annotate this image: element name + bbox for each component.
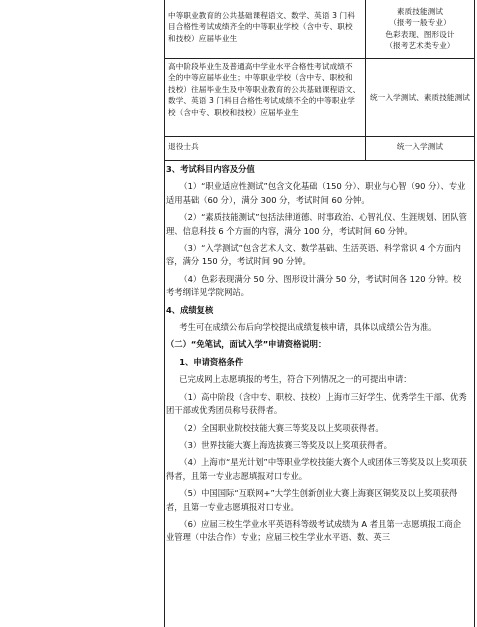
table-left-border bbox=[164, 0, 165, 627]
paragraph: 考生可在成绩公布后向学校提出成绩复核申请，具体以成绩公告为准。 bbox=[179, 322, 437, 333]
table-cell-method: 统一入学测试、素质技能测试 bbox=[369, 93, 471, 102]
subsection-heading: 1、申请资格条件 bbox=[179, 356, 244, 367]
table-row-divider bbox=[164, 58, 475, 59]
table-cell-target: 中等职业教育的公共基础课程语文、数学、英语 3 门科 目合格性考试成绩齐全的中等职业学校（含中专、职校 和技校）应届毕业生 bbox=[168, 11, 355, 43]
paragraph: （3）“入学测试”包含艺术人文、数学基础、生活英语、科学常识 4 个方面内容，满分 150 分，考试时间 90 分钟。 bbox=[166, 243, 461, 267]
table-bottom-border bbox=[164, 160, 475, 161]
paragraph: （2）“素质技能测试”包括法律道德、时事政治、心智礼仪、生涯规划、团队管理、信息科技 6 个方面的内容，满分 100 分，考试时间 60 分钟。 bbox=[166, 212, 467, 236]
table-right-border bbox=[474, 0, 475, 627]
list-item: （1）高中阶段（含中专、职校、技校）上海市三好学生、优秀学生干部、优秀团干部或优秀团员称号获得者。 bbox=[166, 391, 467, 416]
section-heading: 3、考试科目内容及分值 bbox=[166, 164, 255, 174]
list-item: （4）上海市“星光计划”中等职业学校技能大赛个人或团体三等奖及以上奖项获得者，且第一专业志愿填报对口专业。 bbox=[166, 457, 467, 481]
table-cell-target: 退役士兵 bbox=[168, 142, 199, 151]
table-cell-method: 统一入学测试 bbox=[396, 142, 444, 151]
paragraph: 已完成网上志愿填报的考生，符合下列情况之一的可提出申请： bbox=[179, 374, 412, 385]
document-body bbox=[166, 163, 467, 545]
list-item: （2）全国职业院校技能大赛三等奖及以上奖项获得者。 bbox=[179, 422, 384, 433]
table-cell-method: 素质技能测试 （报考一般专业） 色彩表现、图形设计 （报考艺术类专业） bbox=[385, 7, 455, 51]
section-heading: 4、成绩复核 bbox=[166, 304, 214, 315]
list-item: （5）中国国际“互联网+”大学生创新创业大赛上海赛区铜奖及以上奖项获得者，且第一专业志愿填报对口专业。 bbox=[166, 488, 458, 512]
table-cell-target: 高中阶段毕业生及普通高中学业水平合格性考试成绩不 全的中等应届毕业生；中等职业学校（含中专、职校和 技校）往届毕业生及中等职业教育的公共基础课程语文、 数学、英语 3 门科目合格性考试成绩不全的中等职业学 校（含中专、职校和技校）应届毕业生 bbox=[168, 62, 361, 117]
table-row-divider bbox=[164, 136, 475, 137]
part-heading: （二）“免笔试，面试入学”申请资格说明： bbox=[166, 339, 327, 350]
list-item: （6）应届三校生学业水平英语科等级考试成绩为 A 者且第一志愿填报工商企业管理（中法合作）专业；应届三校生学业水平语、数、英三 bbox=[166, 518, 461, 543]
paragraph: （4）色彩表现满分 50 分、图形设计满分 50 分，考试时间各 120 分钟。校考考纲详见学院网站。 bbox=[166, 273, 462, 298]
paragraph: （1）“职业适应性测试”包含文化基础（150 分）、职业与心智（90 分）、专业适用基础（60 分），满分 300 分，考试时间 60 分钟。 bbox=[166, 181, 466, 205]
list-item: （3）世界技能大赛上海选拔赛三等奖及以上奖项获得者。 bbox=[179, 439, 392, 450]
